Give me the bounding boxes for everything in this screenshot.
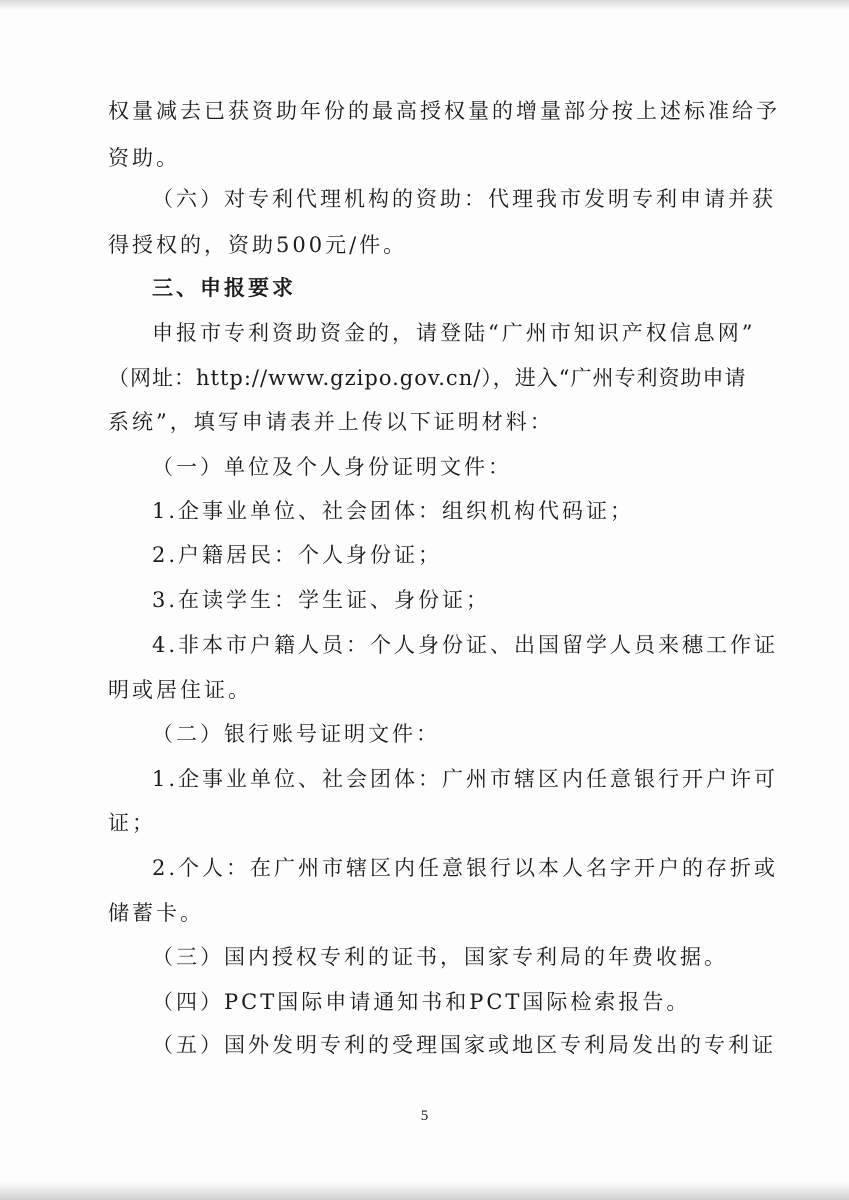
text-line: 2.户籍居民：个人身份证； — [152, 543, 443, 567]
text-line: （三）国内授权专利的证书，国家专利局的年费收据。 — [152, 945, 728, 969]
text-line: 申报市专利资助资金的，请登陆“广州市知识产权信息网” — [152, 321, 756, 345]
scan-edge-top — [0, 0, 849, 10]
text-line: 系统”，填写申请表并上传以下证明材料： — [108, 410, 554, 434]
text-line: （网址：http://www.gzipo.gov.cn/），进入“广州专利资助申请 — [108, 366, 747, 390]
text-line: 储蓄卡。 — [108, 901, 204, 925]
text-line: 证； — [108, 811, 156, 835]
text-line: 权量减去已获资助年份的最高授权量的增量部分按上述标准给予 — [108, 99, 780, 123]
text-line: （二）银行账号证明文件： — [152, 722, 440, 746]
text-line: 2.个人：在广州市辖区内任意银行以本人名字开户的存折或 — [152, 856, 779, 880]
text-line: 资助。 — [108, 146, 180, 170]
text-line: （五）国外发明专利的受理国家或地区专利局发出的专利证 — [152, 1033, 776, 1057]
text-line: 4.非本市户籍人员：个人身份证、出国留学人员来穗工作证 — [152, 633, 779, 657]
text-line: 3.在读学生：学生证、身份证； — [152, 588, 491, 612]
text-line: （四）PCT国际申请通知书和PCT国际检索报告。 — [152, 990, 691, 1014]
scan-edge-bottom — [0, 1182, 849, 1200]
text-line: （一）单位及个人身份证明文件： — [152, 455, 512, 479]
page-number: 5 — [420, 1108, 429, 1124]
text-line: （六）对专利代理机构的资助：代理我市发明专利申请并获 — [152, 187, 776, 211]
text-line: 1.企事业单位、社会团体：组织机构代码证； — [152, 499, 635, 523]
section-heading: 三、申报要求 — [152, 276, 296, 300]
text-line: 1.企事业单位、社会团体：广州市辖区内任意银行开户许可 — [152, 767, 779, 791]
text-line: 得授权的，资助500元/件。 — [108, 233, 408, 257]
text-line: 明或居住证。 — [108, 678, 252, 702]
